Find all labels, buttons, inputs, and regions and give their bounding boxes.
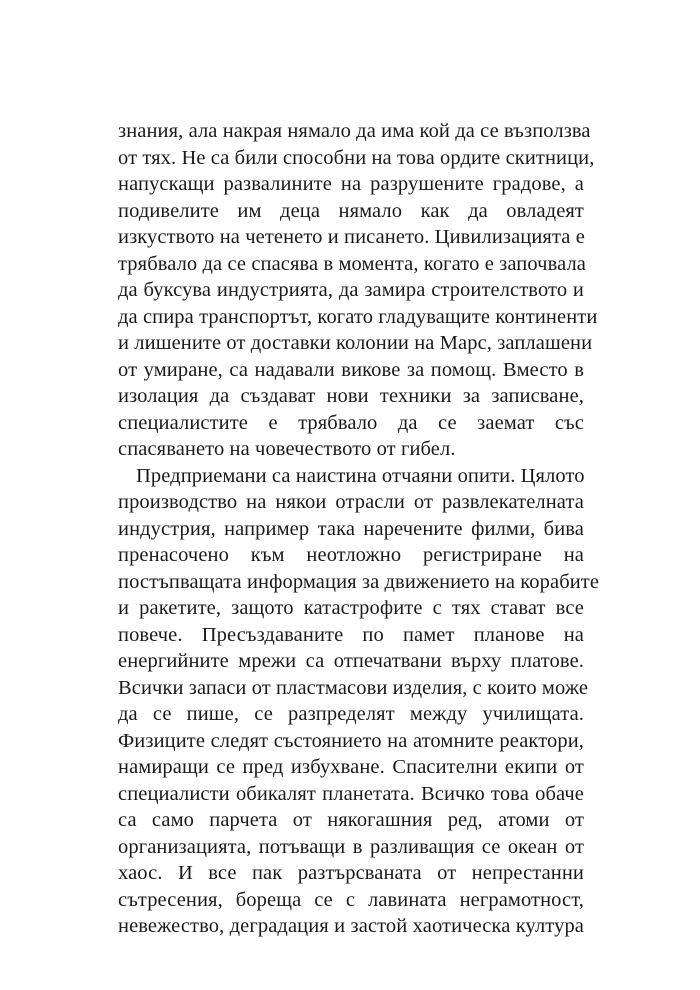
text-line: и ракетите, защото катастрофите с тях стават все xyxy=(118,597,584,619)
text-line: постъпващата информация за движението на корабите xyxy=(118,570,600,593)
text-line: специалисти обикалят планетата. Всичко това обаче xyxy=(118,782,584,805)
text-line: трябвало да се спасява в момента, когато е започвала xyxy=(118,252,586,275)
text-line: пренасочено към неотложно регистриране на xyxy=(118,544,584,566)
text-line: напускащи развалините на разрушените градове, а xyxy=(118,173,584,195)
text-line: спасяването на човечеството от гибел. xyxy=(118,438,456,460)
text-line: и лишените от доставки колонии на Марс, заплашени xyxy=(118,332,593,354)
text-line: от умиране, са надавали викове за помощ. Вместо в xyxy=(118,358,584,381)
text-line: да спира транспортът, когато гладуващите континенти xyxy=(118,305,598,328)
text-line: хаос. И все пак разтърсваната от непрестанни xyxy=(118,862,584,884)
text-line: енергийните мрежи са отпечатвани върху платове. xyxy=(118,650,584,672)
text-line: намиращи се пред избухване. Спасителни екипи от xyxy=(118,756,584,778)
text-line: организацията, потъващи в разливащия се океан от xyxy=(118,835,584,858)
text-line: подивелите им деца нямало как да овладеят xyxy=(118,199,584,222)
body-text xyxy=(118,118,600,940)
text-line: индустрия, например така наречените филми, бива xyxy=(118,517,584,540)
paragraph-1 xyxy=(118,118,598,463)
text-line: Предприемани са наистина отчаяни опити. Цялото xyxy=(136,464,585,487)
text-line: невежество, деградация и застой хаотическа култура xyxy=(118,915,584,937)
text-line: изолация да създават нови техники за записване, xyxy=(118,385,584,407)
text-line: са само парчета от някогашния ред, атоми от xyxy=(118,809,584,831)
text-line: повече. Пресъздаваните по памет планове на xyxy=(118,623,584,646)
text-line: знания, ала накрая нямало да има кой да се възползва xyxy=(118,120,591,142)
text-line: от тях. Не са били способни на това ордите скитници, xyxy=(118,146,595,169)
text-line: сътресения, бореща се с лавината неграмотност, xyxy=(118,888,584,911)
text-line: Всички запаси от пластмасови изделия, с които може xyxy=(118,676,589,699)
text-line: изкуството на четенето и писането. Цивилизацията е xyxy=(118,226,585,248)
paragraph-2 xyxy=(118,463,600,940)
text-line: Физиците следят състоянието на атомните реактори, xyxy=(118,729,584,752)
text-line: да буксува индустрията, да замира строителството и xyxy=(118,279,584,301)
text-line: специалистите е трябвало да се заемат със xyxy=(118,411,584,434)
text-line: производство на някои отрасли от развлекателната xyxy=(118,491,584,513)
text-line: да се пише, се разпределят между училищата. xyxy=(118,703,584,725)
